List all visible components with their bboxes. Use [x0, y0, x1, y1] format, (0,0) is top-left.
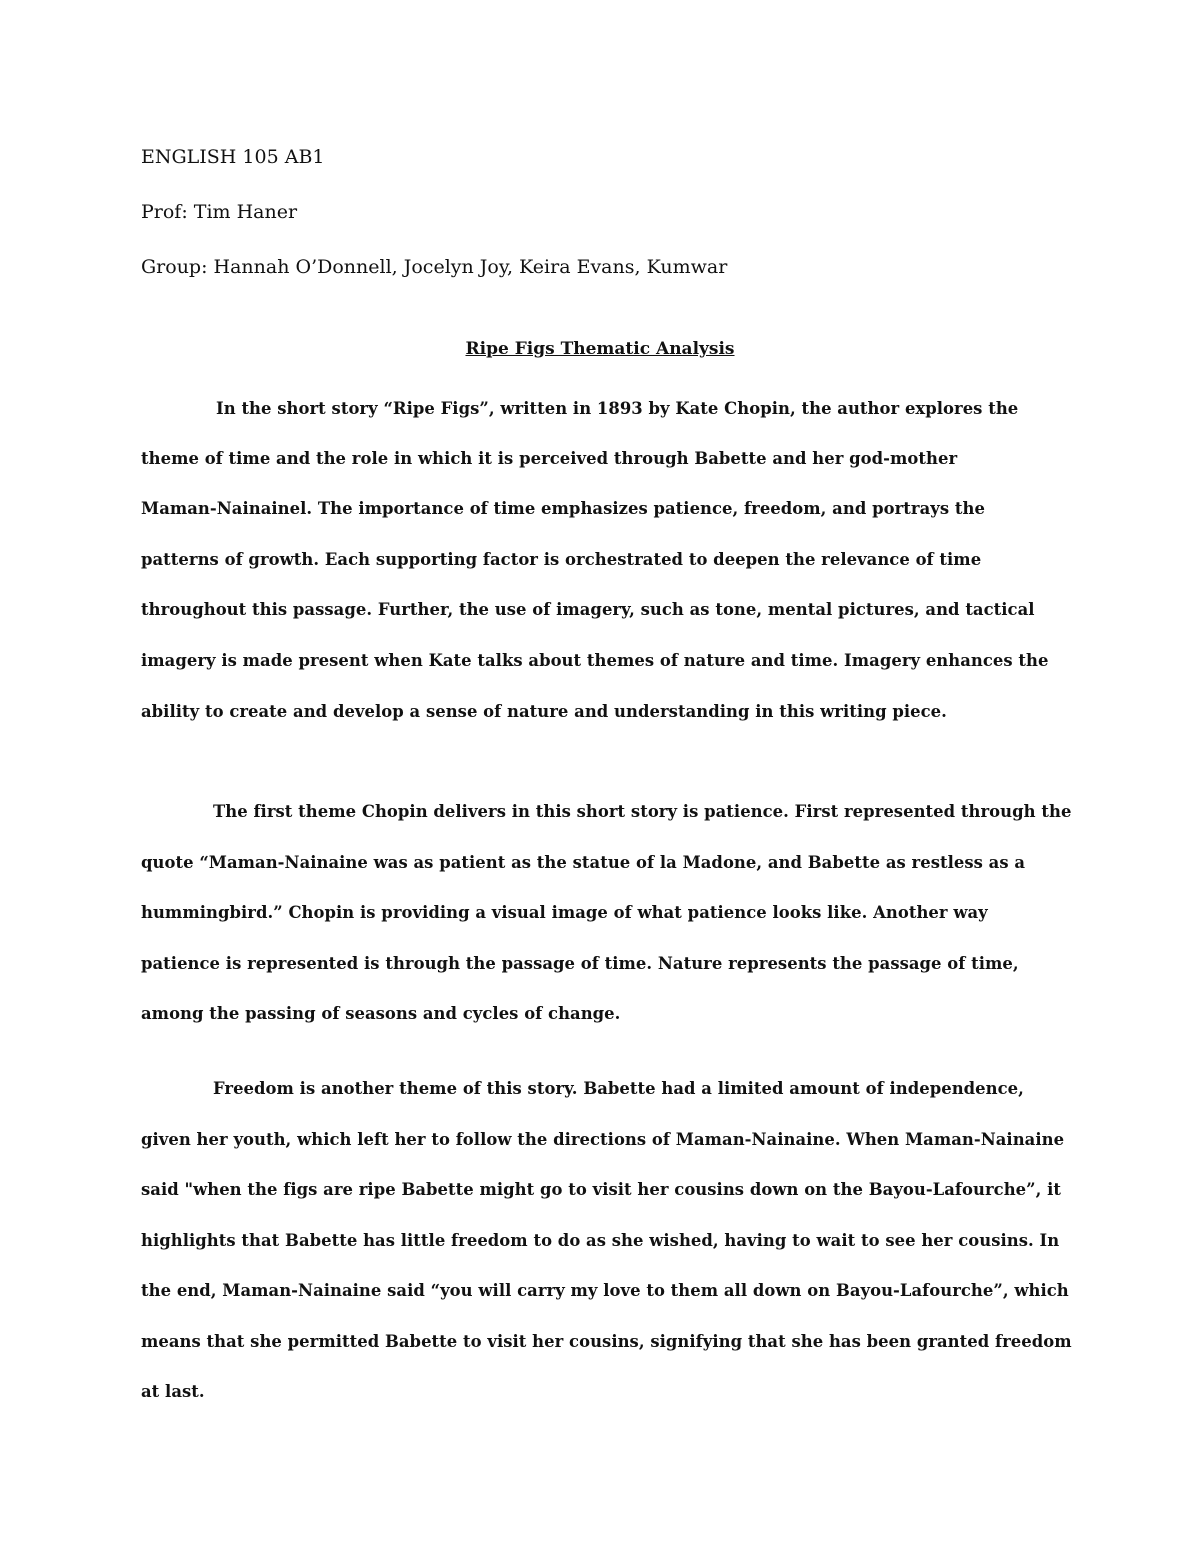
paragraph-3-line-4: highlights that Babette has little freedom to do as she wished, having to wait to see her cousins. In [141, 1231, 1060, 1250]
paragraph-2-line-2: quote “Maman-Nainaine was as patient as the statue of la Madone, and Babette as restless as a [141, 853, 1026, 872]
paragraph-3-line-7: at last. [141, 1382, 205, 1401]
paragraph-3-line-6: means that she permitted Babette to visit her cousins, signifying that she has been granted freedom [141, 1332, 1072, 1351]
paragraph-1-line-3: Maman-Nainainel. The importance of time emphasizes patience, freedom, and portrays the [141, 499, 985, 518]
paragraph-2-line-1: The first theme Chopin delivers in this short story is patience. First represented through the [213, 802, 1072, 821]
paragraph-2-line-4: patience is represented is through the passage of time. Nature represents the passage of time, [141, 954, 1019, 973]
paragraph-1-line-4: patterns of growth. Each supporting factor is orchestrated to deepen the relevance of time [141, 550, 982, 569]
paragraph-2-line-3: hummingbird.” Chopin is providing a visual image of what patience looks like. Another way [141, 903, 988, 922]
document-title: Ripe Figs Thematic Analysis [465, 339, 735, 359]
paragraph-1-line-1: In the short story “Ripe Figs”, written in 1893 by Kate Chopin, the author explores the [216, 399, 1019, 418]
paragraph-1-line-6: imagery is made present when Kate talks about themes of nature and time. Imagery enhances the [141, 651, 1049, 670]
paragraph-3-line-1: Freedom is another theme of this story. Babette had a limited amount of independence, [213, 1079, 1024, 1098]
paragraph-3-line-5: the end, Maman-Nainaine said “you will carry my love to them all down on Bayou-Lafourche”, which [141, 1281, 1069, 1300]
course-line: ENGLISH 105 AB1 [141, 146, 325, 168]
paragraph-1-line-2: theme of time and the role in which it is perceived through Babette and her god-mother [141, 449, 958, 468]
professor-line: Prof: Tim Haner [141, 201, 298, 223]
paragraph-2-line-5: among the passing of seasons and cycles of change. [141, 1004, 621, 1023]
paragraph-3-line-3: said "when the figs are ripe Babette might go to visit her cousins down on the Bayou-Lafourche”, it [141, 1180, 1062, 1199]
paragraph-1-line-7: ability to create and develop a sense of nature and understanding in this writing piece. [141, 702, 947, 721]
paragraph-1-line-5: throughout this passage. Further, the use of imagery, such as tone, mental pictures, and tactical [141, 600, 1035, 619]
group-line: Group: Hannah O’Donnell, Jocelyn Joy, Keira Evans, Kumwar [141, 256, 728, 278]
paragraph-3-line-2: given her youth, which left her to follow the directions of Maman-Nainaine. When Maman-Nainaine [141, 1130, 1065, 1149]
